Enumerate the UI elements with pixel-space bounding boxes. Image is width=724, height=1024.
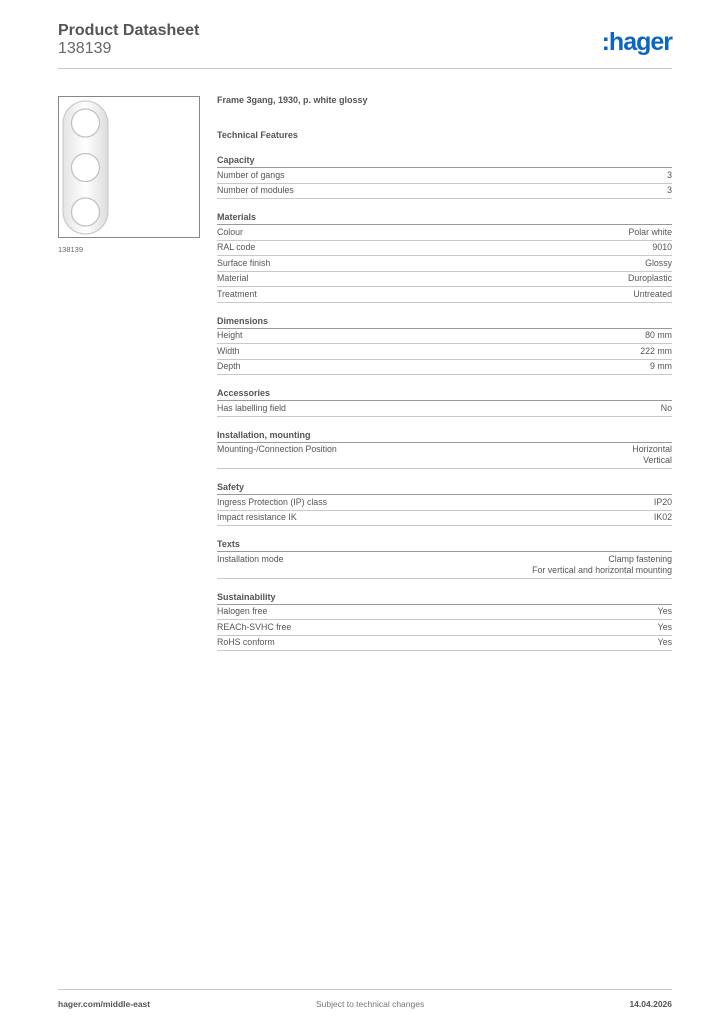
spec-value bbox=[628, 227, 672, 238]
spec-sections bbox=[217, 155, 672, 651]
spec-value bbox=[633, 289, 672, 300]
section-title: Sustainability bbox=[217, 592, 672, 605]
spec-label: Ingress Protection (IP) class bbox=[217, 496, 327, 507]
spec-value-line: 222 mm bbox=[640, 345, 672, 356]
spec-value-line: 3 bbox=[667, 185, 672, 195]
spec-value bbox=[661, 403, 672, 414]
spec-section bbox=[217, 155, 672, 199]
spec-label: Halogen free bbox=[217, 606, 268, 616]
spec-label: Height bbox=[217, 330, 243, 340]
spec-section bbox=[217, 482, 672, 526]
section-title: Dimensions bbox=[217, 316, 672, 329]
product-image bbox=[58, 96, 200, 238]
section-title: Texts bbox=[217, 539, 672, 552]
spec-value bbox=[645, 258, 672, 269]
spec-row bbox=[217, 225, 672, 241]
spec-row bbox=[217, 168, 672, 184]
spec-label: Width bbox=[217, 345, 240, 356]
spec-value-line: Glossy bbox=[645, 257, 672, 268]
spec-row bbox=[217, 401, 672, 417]
spec-row bbox=[217, 256, 672, 272]
spec-section bbox=[217, 592, 672, 652]
page-footer bbox=[58, 989, 672, 1019]
spec-row bbox=[217, 272, 672, 288]
spec-row bbox=[217, 344, 672, 360]
document-number: 138139 bbox=[58, 40, 112, 57]
footer-date: 14.04.2026 bbox=[629, 999, 672, 1009]
spec-label: RAL code bbox=[217, 242, 256, 252]
spec-label: Has labelling field bbox=[217, 402, 286, 413]
spec-value-line: Duroplastic bbox=[627, 273, 672, 283]
spec-row bbox=[217, 511, 672, 527]
spec-value-line: Yes bbox=[657, 606, 672, 616]
spec-value bbox=[628, 273, 672, 284]
spec-value bbox=[654, 497, 672, 508]
spec-label: Mounting-/Connection Position bbox=[217, 444, 337, 454]
spec-value bbox=[645, 330, 672, 341]
spec-label: Number of gangs bbox=[217, 169, 285, 180]
spec-row bbox=[217, 287, 672, 303]
page-header bbox=[58, 22, 672, 69]
product-name: Frame 3gang, 1930, p. white glossy bbox=[217, 95, 368, 105]
technical-features-heading: Technical Features bbox=[217, 130, 298, 140]
spec-row bbox=[217, 636, 672, 652]
spec-value-line: For vertical and horizontal mounting bbox=[532, 564, 672, 575]
spec-value-line: Yes bbox=[657, 637, 672, 647]
spec-value-line: IP20 bbox=[653, 496, 672, 507]
spec-label: Surface finish bbox=[217, 257, 271, 268]
section-title: Installation, mounting bbox=[217, 430, 672, 443]
spec-row bbox=[217, 184, 672, 200]
spec-label: Installation mode bbox=[217, 553, 284, 564]
section-title: Capacity bbox=[217, 155, 672, 168]
section-title: Safety bbox=[217, 482, 672, 495]
spec-value bbox=[532, 554, 672, 576]
spec-value bbox=[652, 242, 672, 253]
spec-row bbox=[217, 360, 672, 376]
spec-value-line: Polar white bbox=[628, 226, 672, 237]
footer-disclaimer: Subject to technical changes bbox=[316, 999, 425, 1009]
spec-section bbox=[217, 430, 672, 470]
spec-row bbox=[217, 241, 672, 257]
spec-label: Colour bbox=[217, 226, 243, 237]
spec-row bbox=[217, 552, 672, 579]
spec-label: Number of modules bbox=[217, 185, 294, 195]
spec-section bbox=[217, 388, 672, 417]
spec-value-line: No bbox=[660, 402, 672, 413]
spec-value-line: 3 bbox=[667, 169, 672, 180]
spec-value-line: 9 mm bbox=[650, 361, 672, 371]
spec-value-line: Clamp fastening bbox=[608, 553, 672, 564]
section-title: Accessories bbox=[217, 388, 672, 401]
spec-row bbox=[217, 620, 672, 636]
spec-row bbox=[217, 443, 672, 470]
spec-value-line: Untreated bbox=[633, 288, 672, 299]
spec-label: Material bbox=[217, 273, 249, 283]
image-caption: 138139 bbox=[58, 245, 84, 254]
footer-website: hager.com/middle-east bbox=[58, 999, 151, 1009]
spec-value bbox=[658, 606, 672, 617]
document-title: Product Datasheet bbox=[58, 22, 200, 39]
spec-label: RoHS conform bbox=[217, 637, 275, 647]
spec-label: Impact resistance IK bbox=[217, 512, 297, 522]
spec-section bbox=[217, 212, 672, 303]
spec-row bbox=[217, 495, 672, 511]
spec-value bbox=[650, 361, 672, 372]
spec-value-line: Horizontal bbox=[632, 444, 672, 454]
spec-value bbox=[640, 346, 672, 357]
spec-label: Depth bbox=[217, 361, 241, 371]
spec-value bbox=[658, 637, 672, 648]
spec-row bbox=[217, 329, 672, 345]
spec-value-line: Vertical bbox=[643, 455, 672, 465]
spec-value bbox=[632, 444, 672, 466]
spec-value bbox=[658, 622, 672, 633]
spec-value-line: IK02 bbox=[653, 512, 672, 522]
frame-3gang-icon bbox=[59, 97, 201, 239]
hager-logo: :hager bbox=[601, 28, 672, 56]
spec-content bbox=[217, 95, 672, 651]
spec-value-line: 9010 bbox=[652, 242, 672, 252]
spec-value-line: 80 mm bbox=[645, 330, 672, 340]
spec-row bbox=[217, 605, 672, 621]
spec-section bbox=[217, 539, 672, 579]
spec-value bbox=[667, 170, 672, 181]
section-title: Materials bbox=[217, 212, 672, 225]
spec-value bbox=[667, 185, 672, 196]
spec-value-line: Yes bbox=[657, 621, 672, 632]
spec-label: Treatment bbox=[217, 288, 257, 299]
spec-section bbox=[217, 316, 672, 376]
spec-label: REACh-SVHC free bbox=[217, 621, 292, 632]
spec-value bbox=[654, 512, 672, 523]
